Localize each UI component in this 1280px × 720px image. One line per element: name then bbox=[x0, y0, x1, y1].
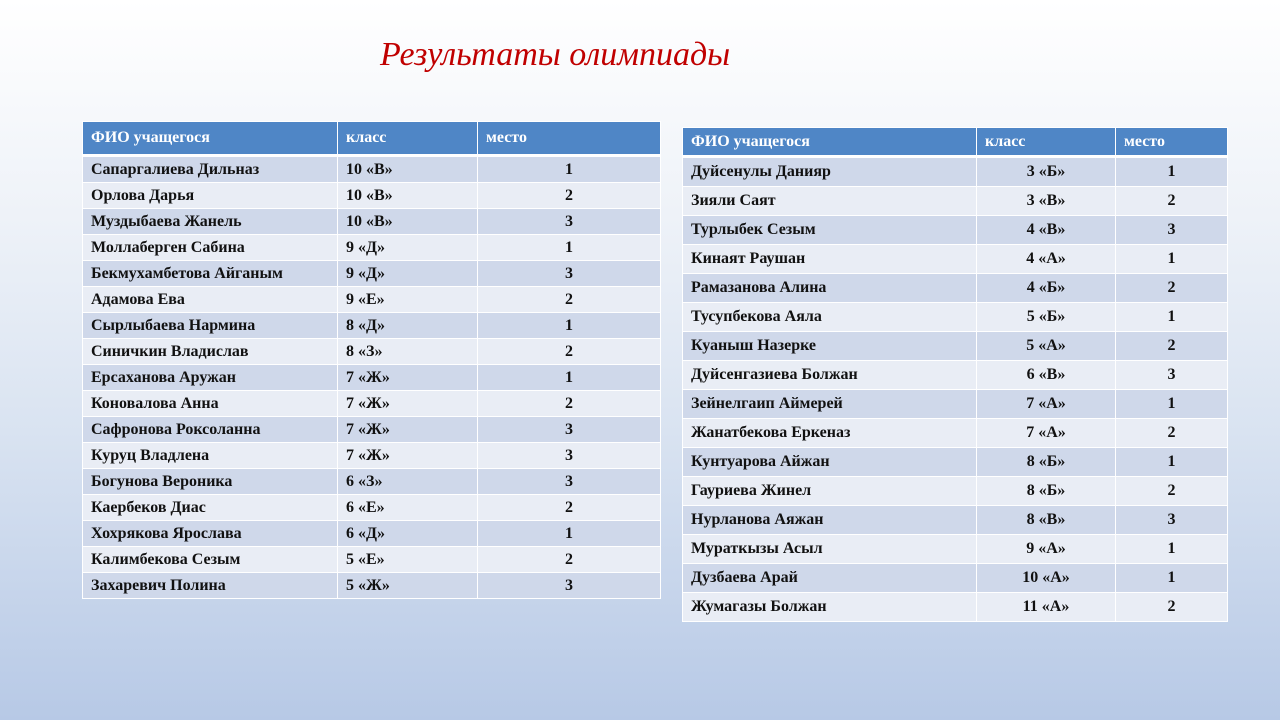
table-row bbox=[683, 187, 1228, 216]
place-cell: 2 bbox=[478, 391, 661, 417]
table-row bbox=[683, 361, 1228, 390]
header-place: место bbox=[1116, 128, 1228, 157]
place-cell: 3 bbox=[478, 417, 661, 443]
student-name-cell: Захаревич Полина bbox=[83, 573, 338, 599]
table-row bbox=[83, 443, 661, 469]
header-class: класс bbox=[338, 122, 478, 156]
place-cell: 2 bbox=[478, 287, 661, 313]
place-cell: 2 bbox=[1116, 274, 1228, 303]
table-row bbox=[683, 535, 1228, 564]
header-class: класс bbox=[977, 128, 1116, 157]
student-name-cell: Сафронова Роксоланна bbox=[83, 417, 338, 443]
class-cell: 10 «В» bbox=[338, 156, 478, 183]
class-cell: 7 «А» bbox=[977, 419, 1116, 448]
table-row bbox=[683, 274, 1228, 303]
place-cell: 3 bbox=[478, 573, 661, 599]
place-cell: 1 bbox=[478, 235, 661, 261]
place-cell: 1 bbox=[478, 365, 661, 391]
table-row bbox=[683, 593, 1228, 622]
student-name-cell: Тусупбекова Аяла bbox=[683, 303, 977, 332]
place-cell: 2 bbox=[478, 547, 661, 573]
student-name-cell: Муздыбаева Жанель bbox=[83, 209, 338, 235]
place-cell: 2 bbox=[1116, 477, 1228, 506]
class-cell: 5 «А» bbox=[977, 332, 1116, 361]
table-row bbox=[683, 564, 1228, 593]
student-name-cell: Бекмухамбетова Айганым bbox=[83, 261, 338, 287]
table-row bbox=[683, 245, 1228, 274]
table-row bbox=[83, 391, 661, 417]
place-cell: 1 bbox=[478, 156, 661, 183]
class-cell: 11 «А» bbox=[977, 593, 1116, 622]
student-name-cell: Гауриева Жинел bbox=[683, 477, 977, 506]
place-cell: 3 bbox=[1116, 216, 1228, 245]
place-cell: 1 bbox=[478, 521, 661, 547]
class-cell: 8 «З» bbox=[338, 339, 478, 365]
place-cell: 2 bbox=[1116, 332, 1228, 361]
student-name-cell: Моллаберген Сабина bbox=[83, 235, 338, 261]
place-cell: 1 bbox=[1116, 564, 1228, 593]
class-cell: 7 «Ж» bbox=[338, 443, 478, 469]
table-row bbox=[83, 235, 661, 261]
table-row bbox=[83, 521, 661, 547]
class-cell: 7 «А» bbox=[977, 390, 1116, 419]
place-cell: 2 bbox=[478, 339, 661, 365]
place-cell: 1 bbox=[1116, 535, 1228, 564]
student-name-cell: Ерсаханова Аружан bbox=[83, 365, 338, 391]
place-cell: 3 bbox=[478, 209, 661, 235]
class-cell: 4 «А» bbox=[977, 245, 1116, 274]
place-cell: 2 bbox=[478, 495, 661, 521]
table-row bbox=[83, 183, 661, 209]
student-name-cell: Дуйсенгазиева Болжан bbox=[683, 361, 977, 390]
class-cell: 9 «А» bbox=[977, 535, 1116, 564]
student-name-cell: Орлова Дарья bbox=[83, 183, 338, 209]
place-cell: 1 bbox=[1116, 157, 1228, 187]
table-row bbox=[683, 216, 1228, 245]
table-row bbox=[683, 448, 1228, 477]
student-name-cell: Нурланова Аяжан bbox=[683, 506, 977, 535]
class-cell: 8 «Д» bbox=[338, 313, 478, 339]
results-table-left bbox=[82, 121, 661, 599]
place-cell: 1 bbox=[478, 313, 661, 339]
class-cell: 9 «Е» bbox=[338, 287, 478, 313]
student-name-cell: Турлыбек Сезым bbox=[683, 216, 977, 245]
table-row bbox=[83, 417, 661, 443]
table-row bbox=[683, 303, 1228, 332]
class-cell: 5 «Ж» bbox=[338, 573, 478, 599]
student-name-cell: Коновалова Анна bbox=[83, 391, 338, 417]
table-row bbox=[83, 209, 661, 235]
class-cell: 7 «Ж» bbox=[338, 365, 478, 391]
student-name-cell: Сапаргалиева Дильназ bbox=[83, 156, 338, 183]
student-name-cell: Рамазанова Алина bbox=[683, 274, 977, 303]
class-cell: 4 «В» bbox=[977, 216, 1116, 245]
class-cell: 3 «Б» bbox=[977, 157, 1116, 187]
student-name-cell: Адамова Ева bbox=[83, 287, 338, 313]
table-row bbox=[83, 547, 661, 573]
class-cell: 10 «В» bbox=[338, 209, 478, 235]
place-cell: 3 bbox=[478, 469, 661, 495]
table-row bbox=[683, 506, 1228, 535]
place-cell: 1 bbox=[1116, 448, 1228, 477]
header-place: место bbox=[478, 122, 661, 156]
student-name-cell: Жумагазы Болжан bbox=[683, 593, 977, 622]
table-row bbox=[83, 365, 661, 391]
student-name-cell: Калимбекова Сезым bbox=[83, 547, 338, 573]
class-cell: 6 «Е» bbox=[338, 495, 478, 521]
place-cell: 1 bbox=[1116, 303, 1228, 332]
student-name-cell: Синичкин Владислав bbox=[83, 339, 338, 365]
table-row bbox=[83, 339, 661, 365]
table-row bbox=[683, 157, 1228, 187]
student-name-cell: Каербеков Диас bbox=[83, 495, 338, 521]
student-name-cell: Богунова Вероника bbox=[83, 469, 338, 495]
place-cell: 1 bbox=[1116, 390, 1228, 419]
table-row bbox=[683, 390, 1228, 419]
class-cell: 9 «Д» bbox=[338, 261, 478, 287]
place-cell: 3 bbox=[1116, 506, 1228, 535]
place-cell: 3 bbox=[1116, 361, 1228, 390]
table-row bbox=[83, 573, 661, 599]
class-cell: 8 «В» bbox=[977, 506, 1116, 535]
place-cell: 2 bbox=[1116, 593, 1228, 622]
class-cell: 9 «Д» bbox=[338, 235, 478, 261]
student-name-cell: Зияли Саят bbox=[683, 187, 977, 216]
slide-title: Результаты олимпиады bbox=[380, 36, 731, 73]
class-cell: 5 «Б» bbox=[977, 303, 1116, 332]
table-row bbox=[83, 495, 661, 521]
class-cell: 7 «Ж» bbox=[338, 391, 478, 417]
class-cell: 3 «В» bbox=[977, 187, 1116, 216]
class-cell: 10 «В» bbox=[338, 183, 478, 209]
class-cell: 8 «Б» bbox=[977, 477, 1116, 506]
class-cell: 10 «А» bbox=[977, 564, 1116, 593]
table-row bbox=[683, 419, 1228, 448]
place-cell: 3 bbox=[478, 443, 661, 469]
class-cell: 6 «Д» bbox=[338, 521, 478, 547]
table-row bbox=[83, 156, 661, 183]
student-name-cell: Куруц Владлена bbox=[83, 443, 338, 469]
place-cell: 2 bbox=[1116, 419, 1228, 448]
place-cell: 3 bbox=[478, 261, 661, 287]
table-header-row bbox=[83, 122, 661, 156]
class-cell: 6 «В» bbox=[977, 361, 1116, 390]
class-cell: 7 «Ж» bbox=[338, 417, 478, 443]
student-name-cell: Хохрякова Ярослава bbox=[83, 521, 338, 547]
table-row bbox=[83, 287, 661, 313]
table-row bbox=[83, 469, 661, 495]
student-name-cell: Кинаят Раушан bbox=[683, 245, 977, 274]
table-header-row bbox=[683, 128, 1228, 157]
place-cell: 2 bbox=[478, 183, 661, 209]
class-cell: 6 «З» bbox=[338, 469, 478, 495]
table-row bbox=[83, 261, 661, 287]
class-cell: 8 «Б» bbox=[977, 448, 1116, 477]
place-cell: 2 bbox=[1116, 187, 1228, 216]
header-name: ФИО учащегося bbox=[683, 128, 977, 157]
student-name-cell: Мураткызы Асыл bbox=[683, 535, 977, 564]
student-name-cell: Сырлыбаева Нармина bbox=[83, 313, 338, 339]
student-name-cell: Дуйсенулы Данияр bbox=[683, 157, 977, 187]
table-row bbox=[683, 332, 1228, 361]
place-cell: 1 bbox=[1116, 245, 1228, 274]
student-name-cell: Дузбаева Арай bbox=[683, 564, 977, 593]
student-name-cell: Куаныш Назерке bbox=[683, 332, 977, 361]
table-row bbox=[83, 313, 661, 339]
class-cell: 4 «Б» bbox=[977, 274, 1116, 303]
student-name-cell: Жанатбекова Еркеназ bbox=[683, 419, 977, 448]
student-name-cell: Зейнелгаип Аймерей bbox=[683, 390, 977, 419]
student-name-cell: Кунтуарова Айжан bbox=[683, 448, 977, 477]
header-name: ФИО учащегося bbox=[83, 122, 338, 156]
class-cell: 5 «Е» bbox=[338, 547, 478, 573]
results-table-right bbox=[682, 127, 1228, 622]
table-row bbox=[683, 477, 1228, 506]
